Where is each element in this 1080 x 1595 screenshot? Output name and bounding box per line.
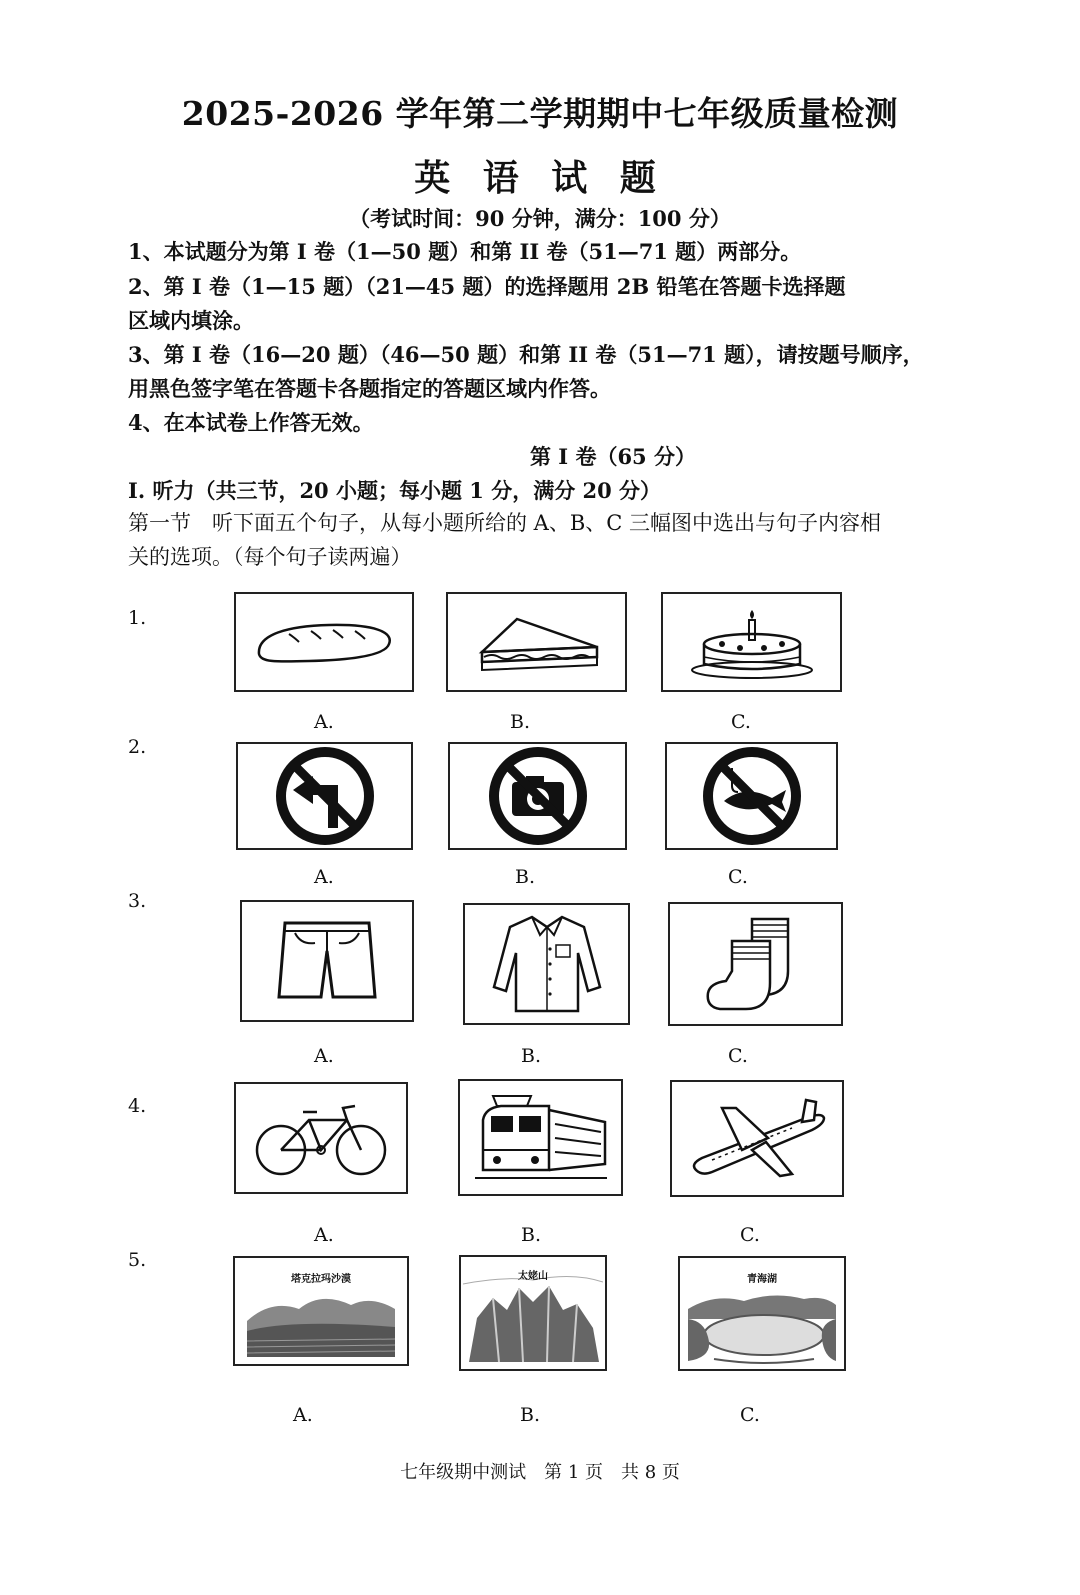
option-4a[interactable] <box>234 1082 408 1194</box>
option-label: B. <box>520 1404 541 1426</box>
rule-3: 3、第 I 卷（16—20 题）（46—50 题）和第 II 卷（51—71 题），请按题号顺序， <box>128 342 924 367</box>
option-5c[interactable] <box>678 1256 846 1371</box>
page-footer: 七年级期中测试 第 1 页 共 8 页 <box>400 1462 680 1483</box>
option-label: C. <box>731 711 751 733</box>
question-number: 4. <box>128 1095 147 1117</box>
question-number: 1. <box>128 607 147 629</box>
rule-2-cont: 区域内填涂。 <box>128 308 254 333</box>
option-3b[interactable] <box>463 903 630 1025</box>
option-1a[interactable] <box>234 592 414 692</box>
option-label: B. <box>521 1045 542 1067</box>
option-label: A. <box>314 1224 334 1246</box>
option-label: A. <box>314 711 334 733</box>
exam-info: （考试时间：90 分钟，满分：100 分） <box>349 206 731 231</box>
option-label: A. <box>314 866 334 888</box>
subject-title: 英 语 试 题 <box>414 157 666 199</box>
rule-3-cont: 用黑色签字笔在答题卡各题指定的答题区域内作答。 <box>128 376 611 401</box>
question-number: 3. <box>128 890 147 912</box>
option-label: A. <box>314 1045 334 1067</box>
option-label: C. <box>740 1224 760 1246</box>
option-5b[interactable] <box>459 1255 607 1371</box>
no-photography-sign-icon <box>476 746 600 846</box>
scene-caption: 青海湖 <box>747 1274 777 1285</box>
option-3c[interactable] <box>668 902 843 1026</box>
part-heading: 第 I 卷（65 分） <box>530 444 696 469</box>
option-label: A. <box>293 1404 313 1426</box>
option-label: B. <box>515 866 536 888</box>
socks-icon <box>696 909 816 1019</box>
shorts-icon <box>267 911 387 1011</box>
option-1b[interactable] <box>446 592 627 692</box>
option-5a[interactable] <box>233 1256 409 1366</box>
option-2c[interactable] <box>665 742 838 850</box>
section-title: I. 听力（共三节，20 小题；每小题 1 分，满分 20 分） <box>128 478 662 503</box>
option-2b[interactable] <box>448 742 627 850</box>
option-4b[interactable] <box>458 1079 623 1196</box>
bread-icon <box>249 612 399 672</box>
option-4c[interactable] <box>670 1080 844 1197</box>
scene-caption: 太姥山 <box>518 1271 548 1282</box>
instruction-line-2: 关的选项。（每个句子读两遍） <box>128 545 412 569</box>
rule-1: 1、本试题分为第 I 卷（1—50 题）和第 II 卷（51—71 题）两部分。 <box>128 239 802 264</box>
sandwich-icon <box>462 607 612 677</box>
airplane-icon <box>682 1094 832 1184</box>
bicycle-icon <box>251 1098 391 1178</box>
option-label: C. <box>740 1404 760 1426</box>
no-left-turn-sign-icon <box>263 746 387 846</box>
no-fishing-sign-icon <box>690 746 814 846</box>
shirt-icon <box>482 909 612 1019</box>
option-1c[interactable] <box>661 592 842 692</box>
rule-4: 4、在本试卷上作答无效。 <box>128 410 374 435</box>
rule-2: 2、第 I 卷（1—15 题）（21—45 题）的选择题用 2B 铅笔在答题卡选择题 <box>128 274 846 299</box>
question-number: 5. <box>128 1249 147 1271</box>
question-number: 2. <box>128 736 147 758</box>
instruction-line-1: 第一节 听下面五个句子，从每小题所给的 A、B、C 三幅图中选出与句子内容相 <box>128 511 882 535</box>
cake-icon <box>682 602 822 682</box>
option-label: C. <box>728 866 748 888</box>
option-label: B. <box>521 1224 542 1246</box>
option-label: C. <box>728 1045 748 1067</box>
option-2a[interactable] <box>236 742 413 850</box>
scene-caption: 塔克拉玛沙漠 <box>291 1274 351 1285</box>
option-label: B. <box>510 711 531 733</box>
option-3a[interactable] <box>240 900 414 1022</box>
exam-title: 2025-2026 学年第二学期期中七年级质量检测 <box>181 94 899 133</box>
train-icon <box>471 1090 611 1186</box>
